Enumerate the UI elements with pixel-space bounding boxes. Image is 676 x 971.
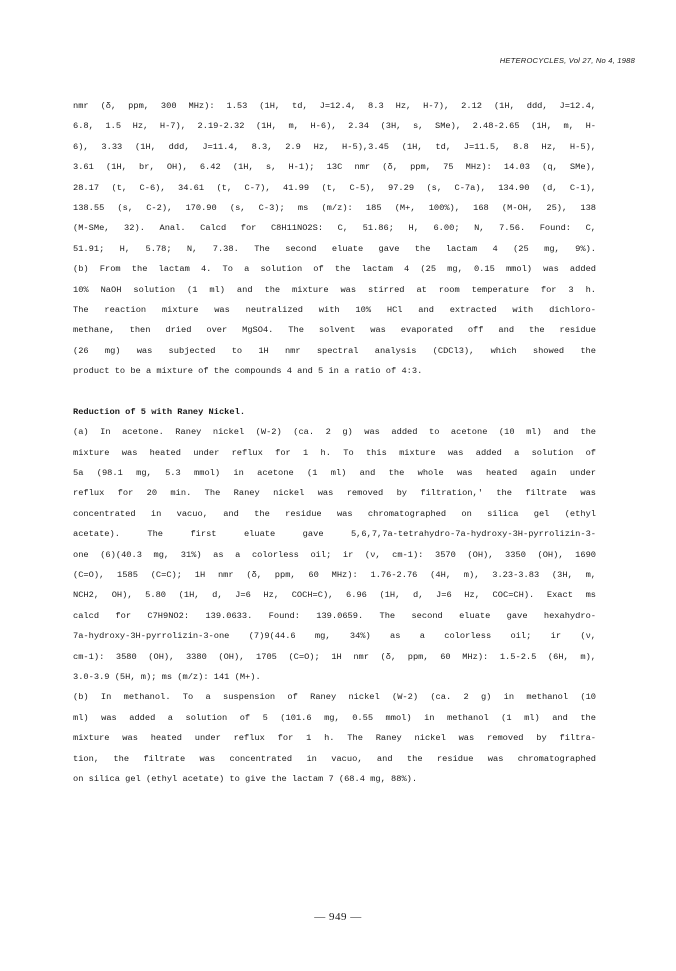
text-line: 28.17 (t, C-6), 34.61 (t, C-7), 41.99 (t, C-5), 97.29 (s, C-7a), 134.90 (d, C-1), xyxy=(73,182,596,193)
text-line: (26 mg) was subjected to 1H nmr spectral analysis (CDCl3), which showed the xyxy=(73,345,596,356)
text-line: ml) was added a solution of 5 (101.6 mg, 0.55 mmol) in methanol (1 ml) and the xyxy=(73,712,596,723)
text-line: calcd for C7H9NO2: 139.0633. Found: 139.0659. The second eluate gave hexahydro- xyxy=(73,610,596,621)
text-line: (C=O), 1585 (C=C); 1H nmr (δ, ppm, 60 MHz): 1.76-2.76 (4H, m), 3.23-3.83 (3H, m, xyxy=(73,569,596,580)
text-line: product to be a mixture of the compounds 4 and 5 in a ratio of 4:3. xyxy=(73,366,423,377)
text-line: 5a (98.1 mg, 5.3 mmol) in acetone (1 ml) and the whole was heated again under xyxy=(73,468,596,479)
article-body xyxy=(73,96,596,789)
text-line: tion, the filtrate was concentrated in vacuo, and the residue was chromatographed xyxy=(73,753,596,764)
text-line: NCH2, OH), 5.80 (1H, d, J=6 Hz, COCH=C), 6.96 (1H, d, J=6 Hz, COC=CH). Exact ms xyxy=(73,590,596,601)
text-line: The reaction mixture was neutralized with 10% HCl and extracted with dichloro- xyxy=(73,304,596,315)
text-line: 51.91; H, 5.78; N, 7.38. The second eluate gave the lactam 4 (25 mg, 9%). xyxy=(73,243,596,254)
experimental-paragraph-2 xyxy=(73,422,596,789)
text-line: nmr (δ, ppm, 300 MHz): 1.53 (1H, td, J=12.4, 8.3 Hz, H-7), 2.12 (1H, ddd, J=12.4, xyxy=(73,101,596,111)
text-line: (b) In methanol. To a suspension of Raney nickel (W-2) (ca. 2 g) in methanol (10 xyxy=(73,692,596,703)
text-line: 10% NaOH solution (1 ml) and the mixture was stirred at room temperature for 3 h. xyxy=(73,284,596,295)
page-number: — 949 — xyxy=(314,911,362,923)
text-line: (M-SMe, 32). Anal. Calcd for C8H11NO2S: C, 51.86; H, 6.00; N, 7.56. Found: C, xyxy=(73,223,596,234)
text-line: 3.0-3.9 (5H, m); ms (m/z): 141 (M+). xyxy=(73,671,261,682)
text-line: on silica gel (ethyl acetate) to give the lactam 7 (68.4 mg, 88%). xyxy=(73,773,418,784)
text-line: 7a-hydroxy-3H-pyrrolizin-3-one (7)9(44.6 mg, 34%) as a colorless oil; ir (ν, xyxy=(73,631,596,642)
running-header: HETEROCYCLES, Vol 27, No 4, 1988 xyxy=(499,56,635,65)
text-line: 138.55 (s, C-2), 170.90 (s, C-3); ms (m/z): 185 (M+, 100%), 168 (M-OH, 25), 138 xyxy=(73,202,596,213)
text-line: one (6)(40.3 mg, 31%) as a colorless oil; ir (ν, cm-1): 3570 (OH), 3350 (OH), 1690 xyxy=(73,549,596,560)
text-line: reflux for 20 min. The Raney nickel was removed by filtration,' the filtrate was xyxy=(73,488,596,499)
text-line: 3.61 (1H, br, OH), 6.42 (1H, s, H-1); 13C nmr (δ, ppm, 75 MHz): 14.03 (q, SMe), xyxy=(73,162,596,173)
paragraph-gap xyxy=(73,381,596,401)
text-line: mixture was heated under reflux for 1 h. The Raney nickel was removed by filtra- xyxy=(73,733,596,744)
text-line: methane, then dried over MgSO4. The solvent was evaporated off and the residue xyxy=(73,325,596,336)
text-line: acetate). The first eluate gave 5,6,7,7a-tetrahydro-7a-hydroxy-3H-pyrrolizin-3- xyxy=(73,529,596,540)
section-heading: Reduction of 5 with Raney Nickel. xyxy=(73,406,246,417)
text-line: (a) In acetone. Raney nickel (W-2) (ca. 2 g) was added to acetone (10 ml) and the xyxy=(73,427,596,438)
experimental-paragraph-1 xyxy=(73,96,596,381)
text-line: 6), 3.33 (1H, ddd, J=11.4, 8.3, 2.9 Hz, H-5),3.45 (1H, td, J=11.5, 8.8 Hz, H-5), xyxy=(73,141,596,152)
text-line: 6.8, 1.5 Hz, H-7), 2.19-2.32 (1H, m, H-6), 2.34 (3H, s, SMe), 2.48-2.65 (1H, m, H- xyxy=(73,121,596,132)
text-line: concentrated in vacuo, and the residue was chromatographed on silica gel (ethyl xyxy=(73,508,596,519)
text-line: mixture was heated under reflux for 1 h. To this mixture was added a solution of xyxy=(73,447,596,458)
text-line: cm-1): 3580 (OH), 3380 (OH), 1705 (C=O); 1H nmr (δ, ppm, 60 MHz): 1.5-2.5 (6H, m), xyxy=(73,651,596,662)
text-line: (b) From the lactam 4. To a solution of the lactam 4 (25 mg, 0.15 mmol) was added xyxy=(73,264,596,275)
